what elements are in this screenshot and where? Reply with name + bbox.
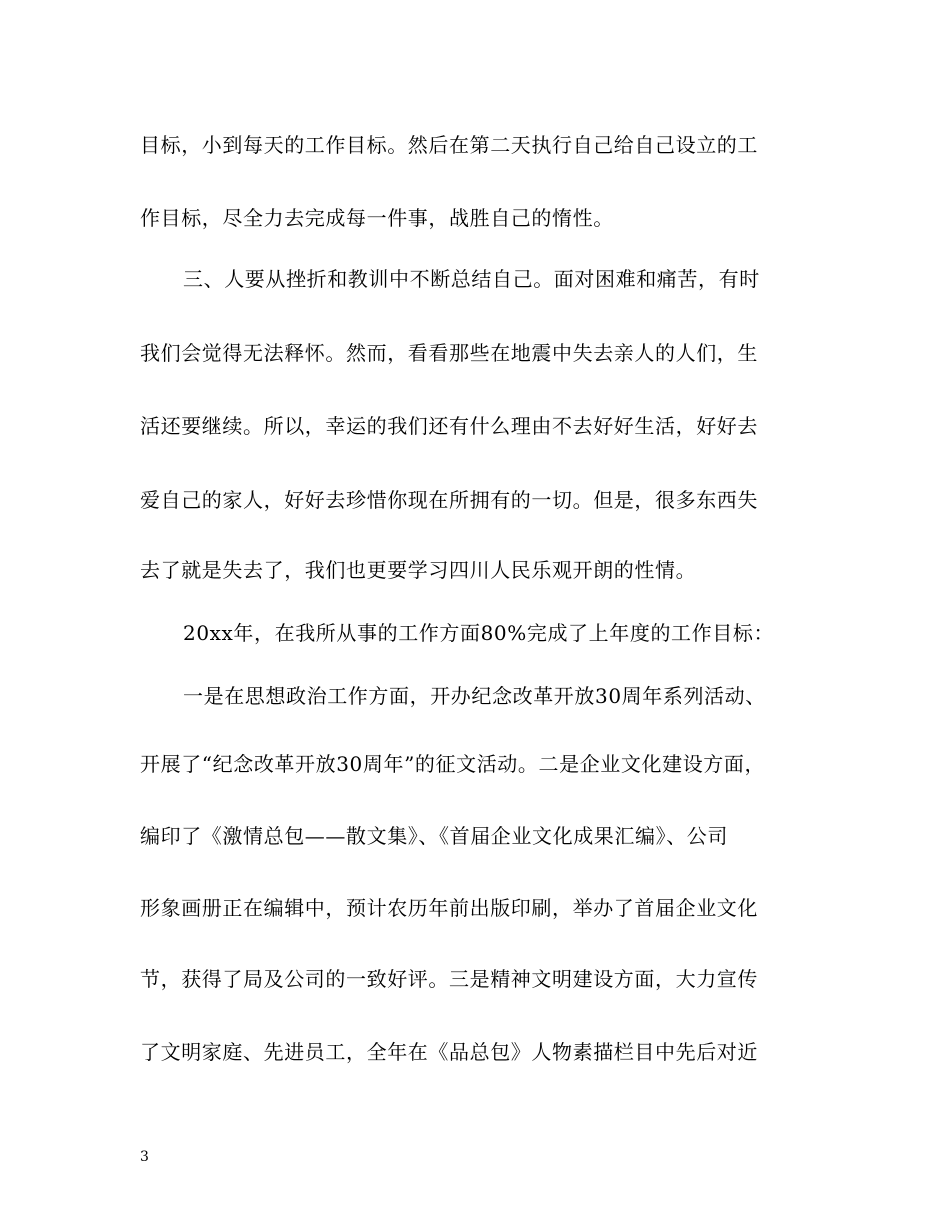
text-line-12: 形象画册正在编辑中，预计农历年前出版印刷，举办了首届企业文化 [140,896,758,920]
work-items-start: 一是在思想政治工作方面，开办纪念改革开放30周年系列活动、 [183,684,766,708]
page-number: 3 [140,1149,149,1165]
annual-summary-line: 20xx年，在我所从事的工作方面80%完成了上年度的工作目标： [183,621,775,645]
text-line-6: 爱自己的家人，好好去珍惜你现在所拥有的一切。但是，很多东西失 [140,488,758,512]
text-line-7: 去了就是失去了，我们也更要学习四川人民乐观开朗的性情。 [140,558,697,582]
text-line-2: 作目标，尽全力去完成每一件事，战胜自己的惰性。 [140,206,614,230]
text-line-11: 编印了《激情总包——散文集》、《首届企业文化成果汇编》、公司 [140,824,728,848]
paragraph-three-start: 三、人要从挫折和教训中不断总结自己。面对困难和痛苦，有时 [183,267,760,291]
text-line-14: 了文明家庭、先进员工，全年在《品总包》人物素描栏目中先后对近 [140,1040,758,1064]
text-line-10: 开展了“纪念改革开放30周年”的征文活动。二是企业文化建设方面， [140,752,766,776]
text-line-5: 活还要继续。所以，幸运的我们还有什么理由不去好好生活，好好去 [140,414,758,438]
text-line-13: 节，获得了局及公司的一致好评。三是精神文明建设方面，大力宣传 [140,967,758,991]
text-line-1: 目标，小到每天的工作目标。然后在第二天执行自己给自己设立的工 [140,133,758,157]
text-line-4: 我们会觉得无法释怀。然而，看看那些在地震中失去亲人的人们，生 [140,341,758,365]
